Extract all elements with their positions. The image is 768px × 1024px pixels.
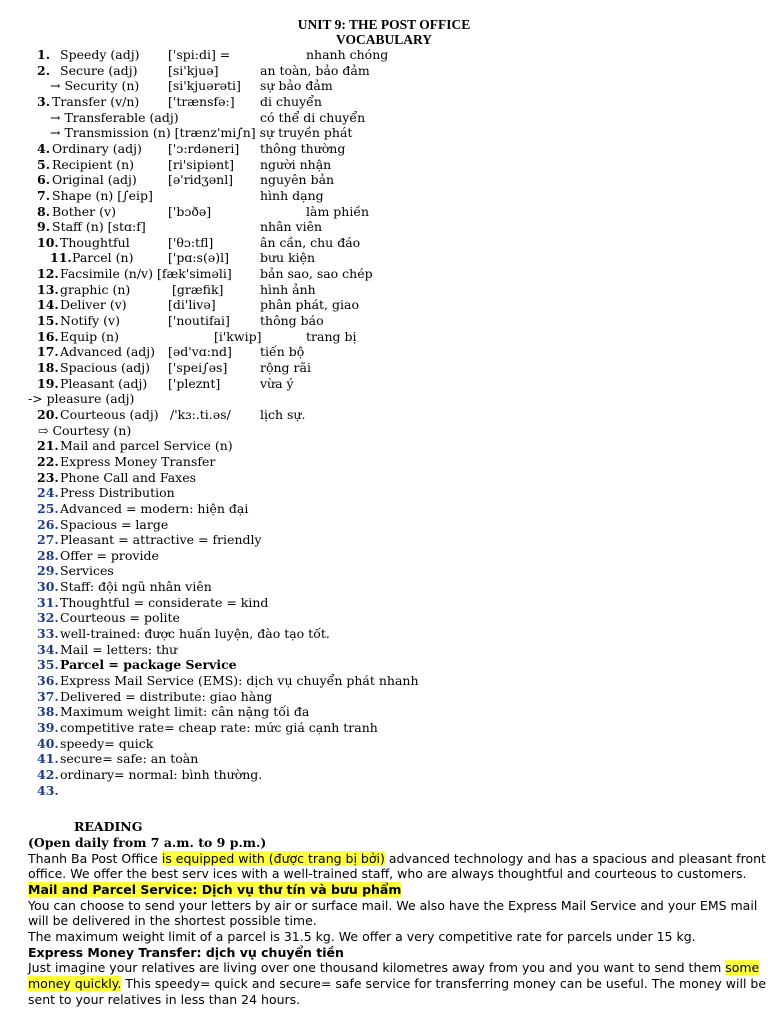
vocab-term: Thoughtful (60, 234, 130, 250)
vocab-term: Services (60, 563, 114, 579)
vocab-number: 5. (37, 156, 51, 172)
vocab-pronunciation: [əd'vɑ:nd] (168, 344, 232, 360)
vocab-number: 19. (37, 375, 59, 391)
vocab-meaning: thông báo (260, 313, 324, 329)
vocab-number: 17. (37, 344, 59, 360)
vocab-term: Parcel (n) (72, 250, 134, 266)
vocab-number: 21. (37, 438, 59, 454)
vocab-item (0, 376, 768, 392)
vocab-term: Staff: đội ngũ nhân viên (60, 579, 212, 595)
vocab-item (0, 266, 768, 282)
vocab-number: 24. (37, 485, 59, 501)
vocab-item (0, 47, 768, 63)
section-title-vocabulary: VOCABULARY (335, 32, 432, 47)
vocab-term: Pleasant (adj) (60, 375, 148, 391)
vocab-number: 40. (37, 735, 59, 751)
vocab-item (0, 501, 768, 517)
vocab-number: 13. (37, 281, 59, 297)
vocab-item (0, 689, 768, 705)
vocab-item (0, 626, 768, 642)
vocab-meaning: tiến bộ (260, 344, 305, 360)
vocab-number: 30. (37, 579, 59, 595)
vocab-item (0, 141, 768, 157)
vocab-pronunciation: [græfik] (172, 281, 224, 297)
vocab-number: 8. (37, 203, 51, 219)
reading-paragraph-2-cont: will be delivered in the shortest possible time. (28, 913, 317, 928)
vocab-number: 20. (37, 406, 59, 422)
vocab-number: 33. (37, 626, 59, 642)
vocab-item (0, 235, 768, 251)
vocab-item (0, 438, 768, 454)
vocab-term: ordinary= normal: bình thường. (60, 766, 263, 782)
vocab-item (0, 720, 768, 736)
vocab-item (0, 642, 768, 658)
vocab-pronunciation: [ə'ridʒənl] (168, 172, 234, 188)
vocab-term: Staff (n) [stɑ:f] (52, 219, 146, 235)
vocab-item (0, 485, 768, 501)
vocab-number: 11. (50, 250, 72, 266)
vocab-term: graphic (n) (60, 281, 131, 297)
vocab-term: Ordinary (adj) (52, 140, 142, 156)
reading-paragraph-4: Just imagine your relatives are living over one thousand kilometres away from you and you want to send them some (28, 960, 760, 975)
vocab-number: 39. (37, 719, 59, 735)
vocab-term: Facsimile (n/v) [fæk'siməli] (60, 266, 232, 282)
vocab-term: Advanced = modern: hiện đại (60, 500, 249, 516)
reading-paragraph-3: The maximum weight limit of a parcel is 31.5 kg. We offer a very competitive rate for parcels under 15 kg. (28, 929, 696, 944)
highlight-equipped: is equipped with (được trang bị bởi) (161, 851, 385, 866)
vocab-term: Thoughtful = considerate = kind (60, 594, 269, 610)
vocab-pronunciation: [si'kjuə] (168, 62, 219, 78)
vocab-term: Parcel = package Service (60, 657, 237, 673)
vocab-number: 15. (37, 313, 59, 329)
vocab-item (0, 110, 768, 126)
vocab-number: 36. (37, 673, 59, 688)
vocab-meaning: nhanh chóng (306, 47, 389, 62)
vocab-item (0, 63, 768, 79)
vocab-number: 9. (37, 219, 51, 235)
vocab-item (0, 219, 768, 235)
vocab-term: Pleasant = attractive = friendly (60, 532, 262, 548)
vocab-term: Express Money Transfer (60, 453, 216, 469)
vocab-number: 26. (37, 516, 59, 532)
vocab-term: Express Mail Service (EMS): dịch vụ chuyển phát nhanh (60, 673, 419, 688)
vocab-term: → Transmission (n) [trænz'mi∫n] sự truyền phát (50, 125, 353, 141)
vocab-term: Courteous = polite (60, 610, 180, 626)
vocab-term: → Security (n) (50, 78, 140, 94)
vocab-meaning: nguyên bản (260, 172, 335, 188)
vocab-meaning: có thể di chuyển (260, 109, 366, 125)
vocab-pronunciation: [si'kjuərəti] (168, 78, 241, 94)
vocab-meaning: vừa ý (260, 375, 294, 391)
vocab-item (0, 563, 768, 579)
vocab-item (0, 736, 768, 752)
vocab-number: 7. (37, 187, 51, 203)
vocab-term: Secure (adj) (60, 62, 138, 78)
vocab-term: → Transferable (adj) (50, 109, 179, 125)
vocab-meaning: lịch sự. (260, 406, 306, 422)
vocab-meaning: ân cần, chu đáo (260, 234, 361, 250)
opening-hours: (Open daily from 7 a.m. to 9 p.m.) (28, 835, 267, 850)
vocab-meaning: người nhận (260, 156, 332, 172)
vocab-number: 1. (37, 47, 51, 62)
vocab-pronunciation: [ri'sipiənt] (168, 156, 235, 172)
vocab-number: 34. (37, 641, 59, 657)
vocab-term: Equip (n) (60, 328, 119, 344)
vocab-meaning: bản sao, sao chép (260, 266, 373, 282)
vocab-item (0, 125, 768, 141)
vocab-number: 31. (37, 594, 59, 610)
vocab-meaning: trang bị (306, 328, 357, 344)
vocab-number: 29. (37, 563, 59, 579)
vocab-number: 42. (37, 766, 59, 782)
vocab-item (0, 423, 768, 439)
vocab-pronunciation: [di'livə] (168, 297, 216, 313)
reading-paragraph-1: Thanh Ba Post Office is equipped with (được trang bị bởi) advanced technology and has a spacious and pleasant front (28, 851, 766, 866)
vocab-term: Deliver (v) (60, 297, 127, 313)
vocab-term: Notify (v) (60, 313, 120, 329)
vocab-term: Spacious = large (60, 516, 169, 532)
vocab-term: Spacious (adj) (60, 360, 151, 375)
vocab-term: Shape (n) [∫eip] (52, 187, 153, 203)
vocab-item (0, 94, 768, 110)
vocab-item (0, 250, 768, 266)
vocab-item (0, 407, 768, 423)
vocab-number: 41. (37, 751, 59, 767)
vocab-number: 37. (37, 688, 59, 704)
vocab-item (0, 282, 768, 298)
vocab-item (0, 673, 768, 689)
vocab-number: 35. (37, 657, 59, 673)
vocab-number: 14. (37, 297, 59, 313)
vocab-meaning: thông thường (260, 140, 346, 156)
vocab-item (0, 313, 768, 329)
vocab-term: competitive rate= cheap rate: mức giá cạnh tranh (60, 719, 378, 735)
vocab-term: Phone Call and Faxes (60, 469, 197, 485)
reading-paragraph-4-end: sent to your relatives in less than 24 hours. (28, 992, 301, 1007)
vocab-pronunciation: [i'kwip] (214, 328, 262, 344)
page-title: UNIT 9: THE POST OFFICE (297, 17, 471, 32)
vocab-pronunciation: ['trænsfə:] (168, 93, 235, 109)
vocab-item (0, 360, 768, 376)
vocab-item (0, 78, 768, 94)
vocab-item (0, 579, 768, 595)
vocab-item (0, 548, 768, 564)
vocab-term: Press Distribution (60, 485, 175, 501)
vocab-item (0, 783, 768, 799)
vocab-number: 22. (37, 453, 59, 469)
vocab-meaning: làm phiền (306, 203, 370, 219)
vocab-term: Bother (v) (52, 203, 116, 219)
vocab-term: Offer = provide (60, 547, 159, 563)
vocab-meaning: an toàn, bảo đảm (260, 62, 370, 78)
vocab-number: 3. (37, 93, 51, 109)
vocab-term: secure= safe: an toàn (60, 751, 199, 767)
vocab-pronunciation: ['pleznt] (168, 375, 221, 391)
vocab-item (0, 391, 768, 407)
highlight-some: some (725, 960, 760, 975)
vocab-term: Transfer (v/n) (52, 93, 140, 109)
vocab-number: 12. (37, 266, 59, 282)
vocab-term: Courteous (adj) (60, 406, 159, 422)
vocab-item (0, 188, 768, 204)
vocab-term: well-trained: được huấn luyện, đào tạo tốt. (60, 626, 330, 642)
vocab-meaning: hình ảnh (260, 281, 316, 297)
highlight-money-quickly: money quickly. (28, 976, 122, 991)
vocab-item (0, 751, 768, 767)
vocab-item (0, 595, 768, 611)
vocab-term: Speedy (adj) (60, 47, 140, 62)
vocab-term: Original (adj) (52, 172, 137, 188)
vocab-number: 6. (37, 172, 51, 188)
vocab-item (0, 329, 768, 345)
vocab-meaning: phân phát, giao (260, 297, 359, 313)
vocab-number: 18. (37, 360, 59, 375)
vocab-term: Mail and parcel Service (n) (60, 438, 233, 454)
vocab-item (0, 610, 768, 626)
vocab-item (0, 157, 768, 173)
vocab-term: Advanced (adj) (60, 344, 156, 360)
vocab-number: 4. (37, 140, 51, 156)
vocab-term: Delivered = distribute: giao hàng (60, 688, 273, 704)
vocab-pronunciation: ['bɔðə] (168, 203, 212, 219)
mail-parcel-heading: Mail and Parcel Service: Dịch vụ thư tín và bưu phẩm (28, 882, 402, 897)
vocab-item (0, 657, 768, 673)
vocab-term: -> pleasure (adj) (28, 391, 135, 407)
vocab-term: Mail = letters: thư (60, 641, 178, 657)
vocab-item (0, 297, 768, 313)
vocab-number: 43. (37, 782, 59, 798)
vocab-number: 32. (37, 610, 59, 626)
vocab-term: Recipient (n) (52, 156, 135, 172)
vocab-number: 16. (37, 328, 59, 344)
vocab-item (0, 454, 768, 470)
vocab-number: 23. (37, 469, 59, 485)
vocab-term: ⇨ Courtesy (n) (38, 422, 132, 438)
vocab-number: 10. (37, 234, 59, 250)
vocab-meaning: bưu kiện (260, 250, 316, 266)
vocab-item (0, 517, 768, 533)
vocab-pronunciation: ['θɔ:tfl] (168, 234, 214, 250)
vocab-term: Maximum weight limit: cân nặng tối đa (60, 704, 310, 720)
vocab-pronunciation: ['ɔ:rdəneri] (168, 140, 240, 156)
reading-paragraph-1-cont: office. We offer the best serv ices with a well-trained staff, who are always thoughtful and courteous to customers. (28, 866, 747, 881)
vocab-meaning: nhân viên (260, 219, 323, 235)
vocab-item (0, 532, 768, 548)
vocab-item (0, 704, 768, 720)
vocab-meaning: di chuyển (260, 93, 322, 109)
reading-paragraph-2: You can choose to send your letters by air or surface mail. We also have the Express Mail Service and your EMS mail (28, 898, 758, 913)
vocab-number: 38. (37, 704, 59, 720)
vocab-item (0, 470, 768, 486)
vocab-number: 28. (37, 547, 59, 563)
vocab-item (0, 344, 768, 360)
vocab-item (0, 204, 768, 220)
reading-paragraph-4-cont: money quickly. This speedy= quick and secure= safe service for transferring money can be useful. The money will be (28, 976, 767, 991)
vocab-pronunciation: ['spi:di] = (168, 47, 231, 62)
vocab-number: 25. (37, 500, 59, 516)
vocab-pronunciation: ['pɑ:s(ə)l] (168, 250, 229, 266)
vocab-meaning: hình dạng (260, 187, 324, 203)
vocab-pronunciation: ['spei∫əs] (168, 360, 228, 375)
vocab-meaning: rộng rãi (260, 360, 311, 375)
vocab-item (0, 767, 768, 783)
vocab-item (0, 172, 768, 188)
vocab-term: speedy= quick (60, 735, 154, 751)
reading-heading: READING (74, 819, 143, 834)
vocab-pronunciation: /'kɜ:.ti.əs/ (170, 406, 231, 422)
vocab-meaning: sự bảo đảm (260, 78, 333, 94)
vocab-number: 27. (37, 532, 59, 548)
vocab-pronunciation: ['noutifai] (168, 313, 230, 329)
money-transfer-heading: Express Money Transfer: dịch vụ chuyển tiền (28, 945, 344, 960)
vocab-number: 2. (37, 62, 51, 78)
